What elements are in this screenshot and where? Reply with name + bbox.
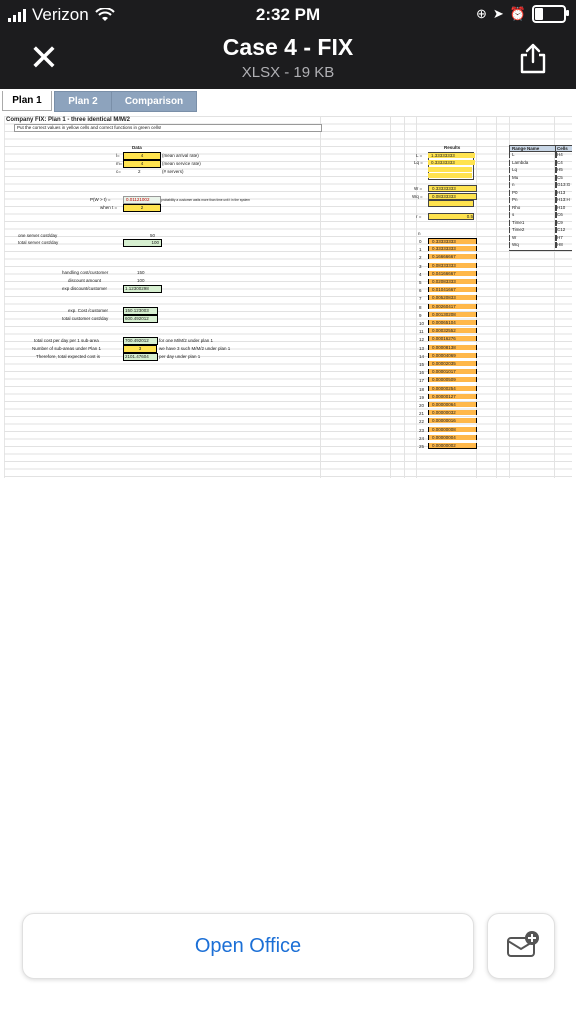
result-W-cell[interactable]: 0.33333333 xyxy=(428,185,477,192)
document-title: Case 4 - FIX xyxy=(222,34,354,60)
lambda-cell[interactable]: 4 xyxy=(123,152,161,160)
total-sub-note: for one M/M/2 under plan 1 xyxy=(159,338,214,343)
server-cost-label: one server cost/day xyxy=(18,233,58,238)
result-rho-cell[interactable]: 0.5 xyxy=(428,213,474,220)
status-bar xyxy=(0,0,576,30)
pn-value-cell[interactable]: 0.01041667 xyxy=(428,287,477,292)
prob-cell[interactable]: 0.01121002 xyxy=(123,196,161,204)
range-name-cell[interactable]: n xyxy=(509,182,557,188)
pn-value-cell[interactable]: 0.00000032 xyxy=(428,410,477,415)
pn-n-cell: 15 xyxy=(419,362,425,367)
range-name-header: Range Name xyxy=(509,145,557,152)
range-name-cell[interactable]: Wq xyxy=(509,242,557,248)
pn-n-cell: 25 xyxy=(419,444,425,449)
servers-note: (# servers) xyxy=(162,169,184,174)
pn-value-cell[interactable]: 0.00000064 xyxy=(428,402,477,407)
pn-n-cell: 16 xyxy=(419,370,425,376)
range-cells-cell[interactable]: C6 xyxy=(555,212,572,218)
therefore-label: Therefore, total expected cost is xyxy=(36,354,101,359)
result-Wq-label: Wq = xyxy=(412,194,423,199)
pn-n-cell: 13 xyxy=(419,345,425,351)
tab-comparison[interactable]: Comparison xyxy=(111,91,197,112)
prob-note: probability a customer waits more than time unit t in the system xyxy=(161,198,250,202)
pn-value-cell[interactable]: 0.33333333 xyxy=(428,246,477,251)
therefore-cell[interactable]: 2101.47604 xyxy=(123,353,158,361)
total-sub-cell[interactable]: 700.492012 xyxy=(123,337,158,345)
lambda-note: (mean arrival rate) xyxy=(162,153,199,158)
pn-n-cell: 19 xyxy=(419,394,425,400)
handling-value[interactable]: 150 xyxy=(137,270,145,275)
sheet-tabs xyxy=(0,89,576,113)
pn-value-cell[interactable]: 0.00260417 xyxy=(428,304,477,309)
servers-value[interactable]: 2 xyxy=(138,169,141,174)
pn-value-cell[interactable]: 0.00000127 xyxy=(428,394,477,399)
data-header: Data xyxy=(132,145,142,150)
range-cells-cell[interactable]: H5 xyxy=(555,167,572,173)
tab-plan-1[interactable]: Plan 1 xyxy=(2,91,52,111)
pn-value-cell[interactable]: 0.02083333 xyxy=(428,279,477,284)
lambda-label: l= xyxy=(116,153,120,158)
range-name-cell[interactable]: Lambda xyxy=(509,160,557,166)
total-cust-label: total customer cost/day xyxy=(62,316,109,321)
tab-plan-2[interactable]: Plan 2 xyxy=(54,91,112,112)
result-Wq-cell[interactable]: 0.08333333 xyxy=(428,193,477,200)
pn-n-cell: 23 xyxy=(419,427,425,433)
pn-n-cell: 9 xyxy=(419,312,422,318)
pn-n-cell: 24 xyxy=(419,435,425,441)
pn-value-cell[interactable]: 0.00002035 xyxy=(428,361,477,366)
when-cell[interactable]: 2 xyxy=(123,204,161,212)
pn-value-cell[interactable]: 0.00008138 xyxy=(428,345,477,350)
num-sub-label: Number of sub-areas under Plan 1 xyxy=(32,346,102,351)
pn-value-cell[interactable]: 0.00000016 xyxy=(428,418,477,423)
open-office-button[interactable]: Open Office xyxy=(22,913,474,979)
range-cells-cell[interactable]: C5 xyxy=(555,175,572,181)
pn-value-cell[interactable]: 0.00000254 xyxy=(428,386,477,391)
pn-n-cell: 14 xyxy=(419,353,425,359)
pn-n-cell: 10 xyxy=(419,321,425,326)
pn-n-cell: 0 xyxy=(419,239,422,244)
share-icon[interactable] xyxy=(518,42,548,74)
pn-value-cell[interactable]: 0.04166667 xyxy=(428,271,477,276)
result-L-cell[interactable]: 1.33333333 xyxy=(428,153,475,158)
mu-note: (mean service rate) xyxy=(162,161,201,166)
pn-n-cell: 21 xyxy=(419,411,425,417)
pn-n-cell: 12 xyxy=(419,337,425,343)
pn-value-cell[interactable]: 0.00032552 xyxy=(428,328,477,333)
pn-value-cell[interactable]: 0.33333333 xyxy=(428,238,477,244)
discount-label: discount amount xyxy=(68,278,102,283)
pn-value-cell[interactable]: 0.00000509 xyxy=(428,377,477,382)
result-blank-cell[interactable] xyxy=(428,200,474,207)
pn-value-cell[interactable]: 0.00130208 xyxy=(428,312,477,317)
therefore-note: per day under plan 1 xyxy=(159,354,201,359)
location-icon: ➤ xyxy=(492,6,504,21)
range-name-cell[interactable]: s xyxy=(509,212,557,218)
servers-label: c= xyxy=(116,169,121,174)
num-sub-cell[interactable]: 3 xyxy=(123,345,157,353)
mail-add-icon xyxy=(488,914,554,978)
range-cells-cell[interactable]: C9 xyxy=(555,220,572,226)
clock: 2:32 PM xyxy=(255,5,321,24)
carrier-label: Verizon xyxy=(32,5,89,24)
pn-value-cell[interactable]: 0.00004069 xyxy=(428,353,477,358)
server-cost-value[interactable]: 50 xyxy=(150,233,156,238)
prob-label: P(W > t) = xyxy=(90,197,111,202)
range-name-cell[interactable]: W xyxy=(509,235,557,241)
exp-disc-label: exp discount/customer xyxy=(62,286,108,291)
range-name-cell[interactable]: Time2 xyxy=(509,227,557,233)
total-server-label: total server cost/day xyxy=(18,240,59,245)
handling-label: handling cost/customer xyxy=(62,270,109,275)
pn-n-cell: 4 xyxy=(419,271,422,277)
range-table-border xyxy=(509,250,572,251)
pn-value-cell[interactable]: 0.00000002 xyxy=(428,443,477,449)
pn-n-cell: 17 xyxy=(419,378,425,384)
pn-n-cell: 5 xyxy=(419,280,422,285)
bottom-toolbar xyxy=(0,900,576,1024)
pn-n-cell: 20 xyxy=(419,403,425,408)
pn-value-cell[interactable]: 0.00065104 xyxy=(428,320,477,325)
range-cells-cell[interactable]: H7 xyxy=(555,235,572,241)
range-cells-cell[interactable]: C4 xyxy=(555,160,572,166)
result-L-label: L = xyxy=(416,153,423,158)
result-blank-cell[interactable] xyxy=(428,167,472,172)
spreadsheet-grid[interactable] xyxy=(4,116,572,478)
result-Lq-cell[interactable]: 0.33333333 xyxy=(428,160,475,165)
pn-n-header: n xyxy=(418,231,421,236)
result-rho-label: r = xyxy=(416,214,422,219)
mu-label: m= xyxy=(116,161,123,166)
range-cells-cell[interactable]: G13:G xyxy=(555,182,572,188)
pn-value-cell[interactable]: 0.00016276 xyxy=(428,336,477,341)
pn-value-cell[interactable]: 0.08333333 xyxy=(428,263,477,268)
range-name-cell[interactable]: Rho xyxy=(509,205,557,211)
range-name-cell[interactable]: Mu xyxy=(509,175,557,181)
close-button[interactable]: ✕ xyxy=(28,37,60,78)
range-name-cell[interactable]: Lq xyxy=(509,167,557,173)
range-cells-cell[interactable]: H8 xyxy=(555,242,572,248)
result-W-label: W = xyxy=(414,186,423,191)
pn-value-cell[interactable]: 0.00520833 xyxy=(428,295,477,300)
range-cells-cell[interactable]: H13 xyxy=(555,190,572,196)
pn-n-cell: 2 xyxy=(419,255,422,261)
pn-value-cell[interactable]: 0.16666667 xyxy=(428,254,477,259)
range-cells-cell[interactable]: H4 xyxy=(555,152,572,158)
range-cells-cell[interactable]: H13:H xyxy=(555,197,572,203)
num-sub-note: we have 3 such M/M/2 under plan 1 xyxy=(159,346,231,351)
pn-n-cell: 7 xyxy=(419,296,422,302)
results-header: Results xyxy=(444,145,461,150)
range-cells-header: Cells xyxy=(555,145,572,152)
mu-cell[interactable]: 4 xyxy=(123,160,161,168)
top-bar xyxy=(0,0,576,89)
discount-value[interactable]: 100 xyxy=(137,278,145,283)
range-name-cell[interactable]: Time1 xyxy=(509,220,557,226)
exp-disc-cell[interactable]: 1.12300298 xyxy=(123,285,162,293)
exp-cost-cell[interactable]: 150.123003 xyxy=(123,307,158,315)
sheet-instruction: Put the correct values in yellow cells and correct functions in green cells! xyxy=(14,124,322,132)
pn-n-cell: 18 xyxy=(419,386,425,392)
document-subtitle: XLSX - 19 KB xyxy=(241,64,335,81)
lock-rotation-icon: ⊕ xyxy=(476,6,487,21)
range-name-cell[interactable]: P0 xyxy=(509,190,557,196)
range-name-cell[interactable]: Pn xyxy=(509,197,557,203)
range-name-cell[interactable]: L xyxy=(509,152,557,158)
pn-value-cell[interactable]: 0.00000008 xyxy=(428,427,477,432)
pn-n-cell: 22 xyxy=(419,419,425,425)
total-sub-label: total cost per day per 1 sub-area xyxy=(34,338,99,343)
pn-n-cell: 3 xyxy=(419,263,422,269)
range-cells-cell[interactable]: H10 xyxy=(555,205,572,211)
total-server-cell[interactable]: 100 xyxy=(123,239,162,247)
pn-n-cell: 1 xyxy=(419,247,422,253)
pn-value-cell[interactable]: 0.00001017 xyxy=(428,369,477,374)
total-cust-cell[interactable]: 600.492012 xyxy=(123,315,158,323)
pn-n-cell: 6 xyxy=(419,288,422,294)
battery-icon xyxy=(532,5,566,23)
sheet-title: Company FIX: Plan 1 - three identical M/M/2 xyxy=(6,117,131,123)
result-blank-cell[interactable] xyxy=(428,173,472,178)
pn-n-cell: 11 xyxy=(419,329,424,335)
exp-cost-label: exp. Cost /customer xyxy=(68,308,109,313)
result-Lq-label: Lq = xyxy=(414,160,423,165)
mail-button[interactable] xyxy=(487,913,555,979)
range-cells-cell[interactable]: C12 xyxy=(555,227,572,233)
alarm-icon: ⏰ xyxy=(509,6,526,21)
pn-value-cell[interactable]: 0.00000004 xyxy=(428,435,477,440)
when-label: when t = xyxy=(100,205,118,210)
pn-n-cell: 8 xyxy=(419,304,422,310)
status-icons xyxy=(476,5,566,23)
